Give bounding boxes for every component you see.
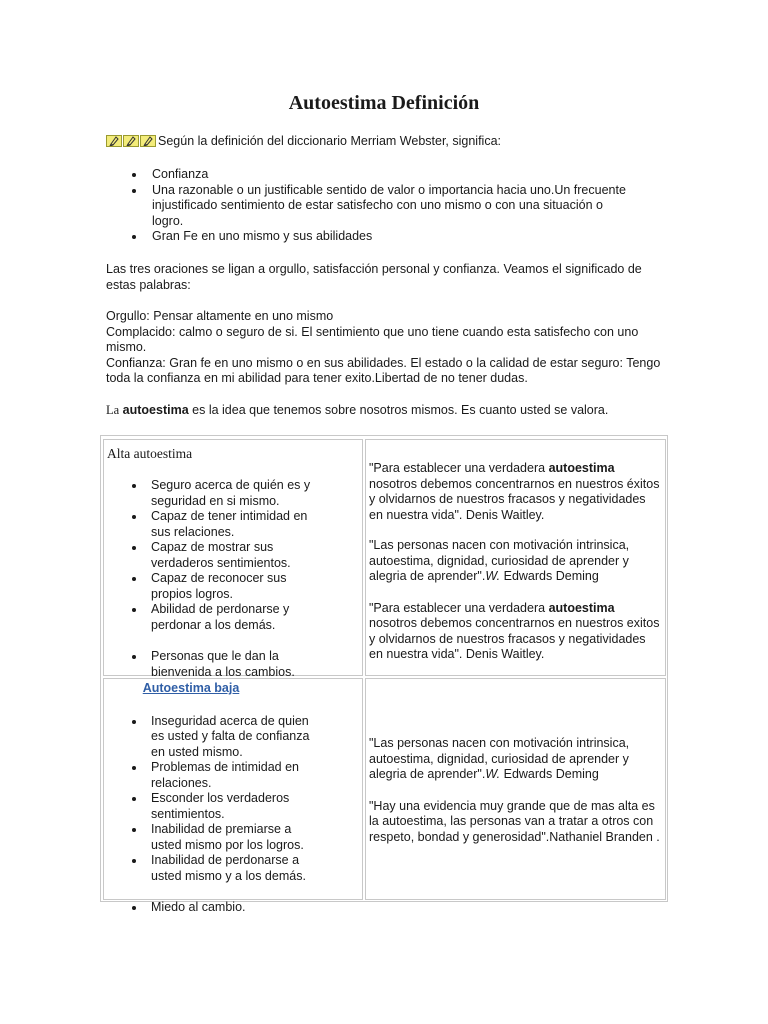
low-esteem-link[interactable]: Autoestima baja: [142, 681, 240, 695]
intro-text: Según la definición del diccionario Merriam Webster, significa:: [158, 134, 501, 148]
paragraph-bold-term: autoestima: [122, 403, 189, 417]
list-item: Abilidad de perdonarse y perdonar a los demás.: [107, 602, 321, 633]
list-item: Capaz de tener intimidad en sus relaciones.: [107, 509, 321, 540]
quote-deming: [369, 736, 661, 783]
list-item: Inseguridad acerca de quien es usted y falta de confianza en usted mismo.: [107, 714, 321, 761]
quote-bold-term: autoestima: [548, 600, 615, 615]
quote-waitley-2: [369, 601, 661, 663]
quote-text: "Para establecer una verdadera: [369, 461, 549, 475]
list-item: Seguro acerca de quién es y seguridad en si mismo.: [107, 478, 321, 509]
high-esteem-heading: Alta autoestima: [107, 446, 193, 461]
edit-icon: [106, 135, 122, 147]
quote-text: Edwards Deming: [500, 767, 599, 781]
paragraph-oraciones: Las tres oraciones se ligan a orgullo, satisfacción personal y confianza. Veamos el significado de estas palabras:: [106, 262, 642, 292]
quote-bold-term: autoestima: [548, 461, 615, 475]
list-item: Inabilidad de perdonarse a usted mismo y a los demás.: [107, 853, 321, 884]
list-item: Una razonable o un justificable sentido de valor o importancia hacia uno.Un frecuente injustificado sentimiento de estar satisfecho con uno mismo o con una situación o logro.: [106, 183, 636, 230]
edit-icon: [123, 135, 139, 147]
edit-icon: [140, 135, 156, 147]
word-definitions: [106, 309, 662, 387]
low-esteem-list: [107, 714, 359, 916]
quote-deming: [369, 538, 661, 585]
list-item: Capaz de mostrar sus verdaderos sentimientos.: [107, 540, 321, 571]
icon-group: [106, 135, 157, 152]
intro-line: [106, 134, 501, 152]
low-esteem-cell: [103, 678, 363, 914]
quote-initial: W.: [485, 767, 501, 781]
list-item: Problemas de intimidad en relaciones.: [107, 760, 321, 791]
list-item: Gran Fe en uno mismo y sus abilidades: [106, 229, 636, 245]
quote-initial: W.: [485, 569, 501, 583]
list-item: Esconder los verdaderos sentimientos.: [107, 791, 321, 822]
quote-branden: "Hay una evidencia muy grande que de mas alta es la autoestima, las personas van a tratar a otros con respeto, bondad y generosidad".Nathaniel Branden .: [369, 798, 660, 844]
paragraph-autoestima: [106, 403, 662, 419]
definition-complacido: Complacido: calmo o seguro de si. El sentimiento que uno tiene cuando esta satisfecho con uno mismo.: [106, 324, 639, 354]
list-item: Personas que le dan la bienvenida a los cambios.: [107, 649, 321, 680]
high-esteem-quotes-cell: [365, 439, 666, 676]
list-item: Confianza: [106, 167, 636, 183]
quote-waitley: [369, 461, 661, 523]
quote-text: "Para establecer una verdadera: [369, 600, 549, 615]
low-esteem-quotes-cell: [365, 678, 666, 900]
paragraph-lead: La: [106, 403, 120, 417]
definition-orgullo: Orgullo: Pensar altamente en uno mismo: [106, 309, 334, 323]
quote-text: nosotros debemos concentrarnos en nuestros éxitos y olvidarnos de nuestros fracasos y negatividades en nuestra vida". Denis Waitley.: [369, 476, 660, 522]
high-esteem-cell: [103, 439, 363, 679]
page-title: Autoestima Definición: [288, 92, 480, 114]
definition-confianza: Confianza: Gran fe en uno mismo o en sus abilidades. El estado o la calidad de estar seguro: Tengo toda la confianza en mi abilidad para tener exito.Libertad de no tener dudas.: [106, 355, 661, 385]
quote-text: nosotros debemos concentrarnos en nuestros exitos y olvidarnos de nuestros fracasos y negatividades en nuestra vida". Denis Waitley.: [369, 616, 660, 661]
comparison-table: [100, 435, 668, 914]
definitions-list: [106, 167, 636, 245]
list-item: Inabilidad de premiarse a usted mismo por los logros.: [107, 822, 321, 853]
quote-text: Edwards Deming: [500, 569, 599, 583]
quote-text: "Las personas nacen con motivación intrinsica, autoestima, dignidad, curiosidad de aprender y alegria de aprender".: [369, 538, 630, 583]
high-esteem-list: [107, 478, 359, 680]
list-item: Capaz de reconocer sus propios logros.: [107, 571, 321, 602]
paragraph-rest: es la idea que tenemos sobre nosotros mismos. Es cuanto usted se valora.: [188, 403, 609, 417]
list-item: Miedo al cambio.: [107, 900, 321, 916]
quote-text: "Las personas nacen con motivación intrinsica, autoestima, dignidad, curiosidad de aprender y alegria de aprender".: [369, 736, 630, 781]
